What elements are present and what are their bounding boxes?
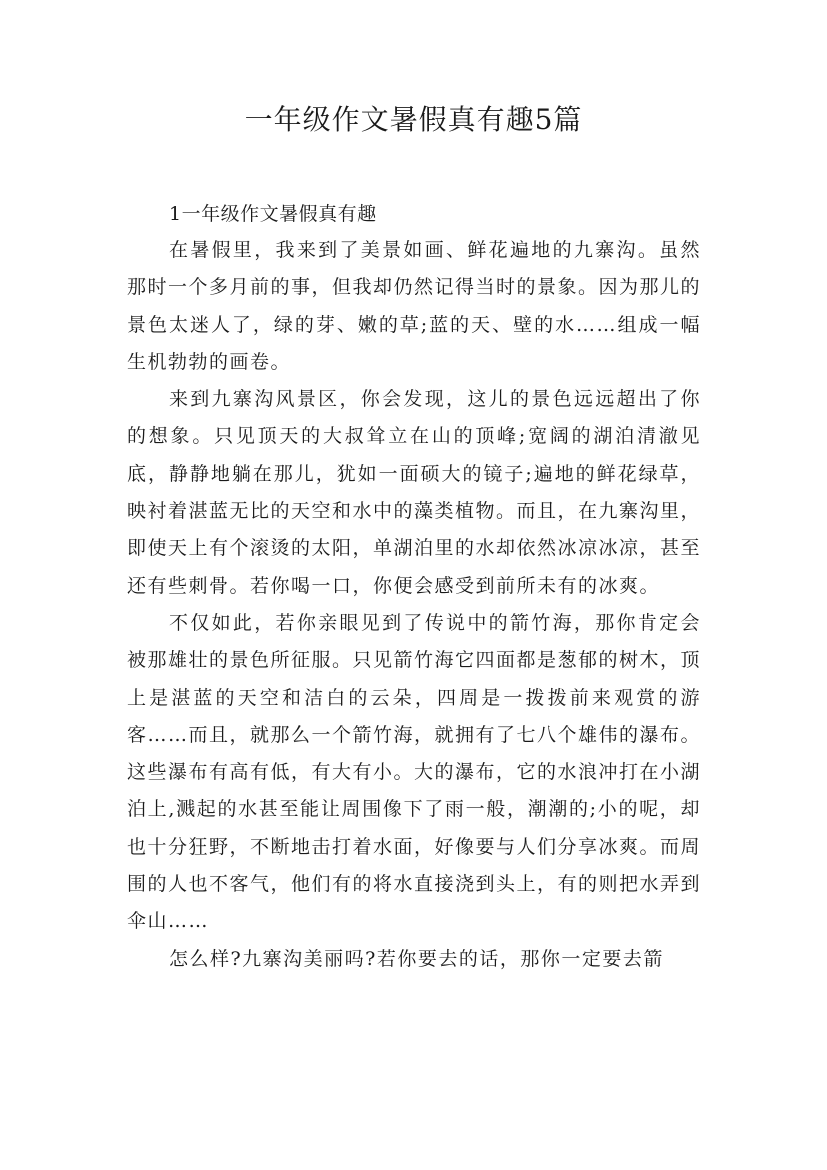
paragraph-4: 怎么样?九寨沟美丽吗?若你要去的话，那你一定要去箭 [169, 947, 664, 970]
paragraph-2: 来到九寨沟风景区，你会发现，这儿的景色远远超出了你的想象。只见顶天的大叔耸立在山的顶峰;宽阔的湖泊清澈见底，静静地躺在那儿，犹如一面硕大的镜子;遍地的鲜花绿草，映衬着湛蓝无比的天空和水中的藻类植物。而且，在九寨沟里，即使天上有个滚烫的太阳，单湖泊里的水却依然冰凉冰凉，甚至还有些刺骨。若你喝一口，你便会感受到前所未有的冰爽。 [127, 388, 702, 597]
paragraph-1: 在暑假里，我来到了美景如画、鲜花遍地的九寨沟。虽然那时一个多月前的事，但我却仍然记得当时的景象。因为那儿的景色太迷人了，绿的芽、嫩的草;蓝的天、壁的水……组成一幅生机勃勃的画卷。 [127, 239, 702, 373]
document-title: 一年级作文暑假真有趣5篇 [244, 103, 583, 136]
section-heading: 1一年级作文暑假真有趣 [169, 203, 377, 225]
paragraph-3: 不仅如此，若你亲眼见到了传说中的箭竹海，那你肯定会被那雄壮的景色所征服。只见箭竹海它四面都是葱郁的树木，顶上是湛蓝的天空和洁白的云朵，四周是一拨拨前来观赏的游客……而且，就那么一个箭竹海，就拥有了七八个雄伟的瀑布。这些瀑布有高有低，有大有小。大的瀑布，它的水浪冲打在小湖泊上,溅起的水甚至能让周围像下了雨一般，潮潮的;小的呢，却也十分狂野，不断地击打着水面，好像要与人们分享冰爽。而周围的人也不客气，他们有的将水直接浇到头上，有的则把水弄到伞山…… [127, 611, 702, 933]
document-body [127, 196, 701, 978]
